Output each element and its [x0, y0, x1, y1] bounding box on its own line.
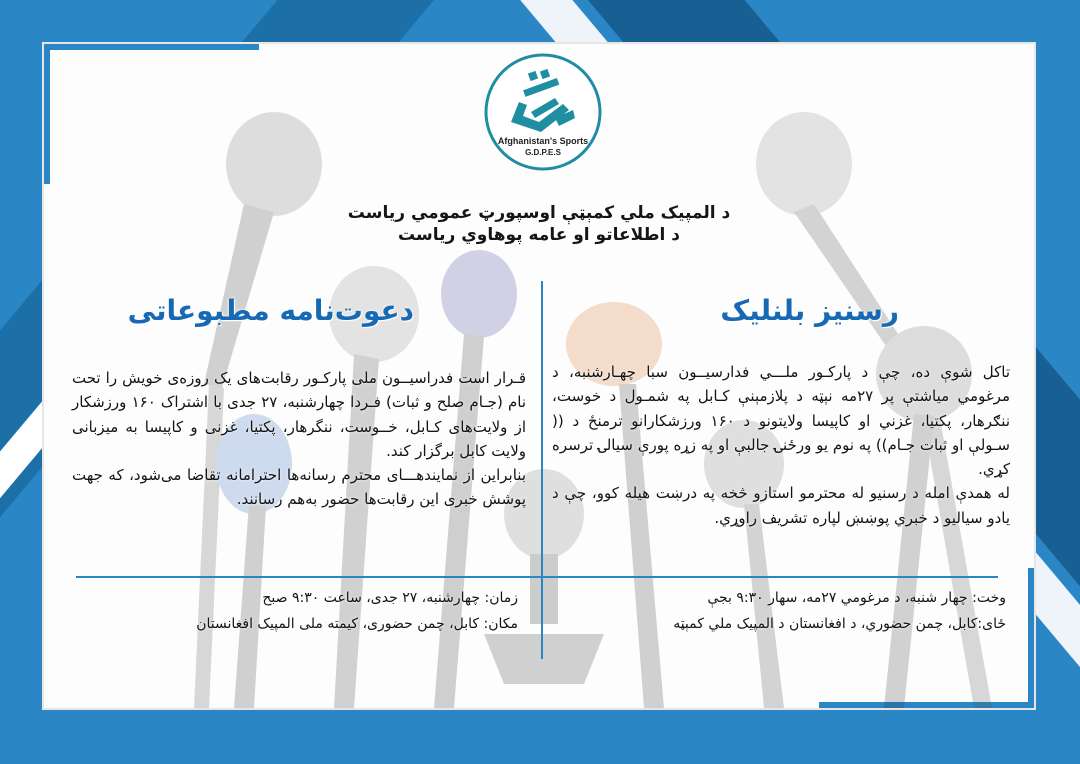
- pashto-time: وخت: چهار شنبه، د مرغومي ۲۷مه، سهار ۹:۳۰ بجې: [707, 590, 1006, 606]
- pashto-title: رسنیز بلنلیک: [720, 294, 899, 327]
- pashto-paragraph-2: له همدې امله د رسنیو له محترمو استازو څخه په درښت هیله کوو، چې د یادو سیالیو د خبري پوښښ لپاره تشریف راوړي.: [552, 484, 1010, 527]
- dari-title: دعوت‌نامه مطبوعاتی: [127, 294, 414, 327]
- horizontal-divider-right: [543, 576, 998, 578]
- logo-text-sub: G.D.P.E.S: [525, 148, 561, 157]
- invitation-card: [44, 44, 1034, 708]
- dari-paragraph-1: قـرار است فدراسیــون ملی پارکـور رقابت‌های یک روزه‌ی خویش را تحت نام (جـام صلح و ثبات) فـردا چهارشنبه، ۲۷ جدی با اشتراک ۱۶۰ ورزشکار از ولایت‌های کـابل، خــوست، ننگرهار، پکتیا، غزنی و کاپیسا به میزبانی ولایت کابل برگزار کند.: [72, 369, 526, 460]
- horizontal-divider-left: [76, 576, 541, 578]
- dari-paragraph-2: بنابراین از نمایندهـــای محترم رسانه‌ها احترامانه تقاضا می‌شود، که جهت پوشش خبری این رقابت‌ها حضور به‌هم رسانند.: [72, 466, 526, 509]
- pashto-paragraph-1: تاکل شوې ده، چې د پارکـور ملـــي فدارسیــون سبا چهـارشنبه، د مرغومي میاشتې پر ۲۷مه نېټه د پلازمېنې کـابل په شمـول د خوست، ننګرهار، پکتیا، غزني او کاپیسا ولایتونو د ۱۶۰ ورزشکارانو ترمنځ د (( سـولې او ثبات جـام)) په نوم یو ورځنۍ جالبې او په زړه پورې سیالۍ ترسره کړي.: [552, 363, 1011, 479]
- pashto-body: [552, 360, 1010, 530]
- dari-body: [72, 366, 526, 512]
- pashto-place: ځای:کابل، چمن حضوري، د افغانستان د المپیک ملي کمېټه: [673, 616, 1006, 632]
- dari-place: مکان: کابل، چمن حضوری، کیمته ملی المپیک افغانستان: [196, 616, 518, 632]
- logo-text-main: Afghanistan's Sports: [497, 136, 589, 146]
- header: [244, 202, 834, 246]
- header-line-2: د اطلاعاتو او عامه پوهاوي ریاست: [398, 225, 680, 245]
- header-line-1: د المپیک ملي کمېټې اوسپورټ عمومي ریاست: [347, 203, 731, 223]
- vertical-divider: [541, 281, 543, 659]
- afghanistan-sports-logo: [483, 52, 603, 172]
- pashto-info: [566, 585, 1006, 637]
- dari-info: [78, 585, 518, 637]
- dari-time: زمان: چهارشنبه، ۲۷ جدی، ساعت ۹:۳۰ صبح: [262, 590, 518, 606]
